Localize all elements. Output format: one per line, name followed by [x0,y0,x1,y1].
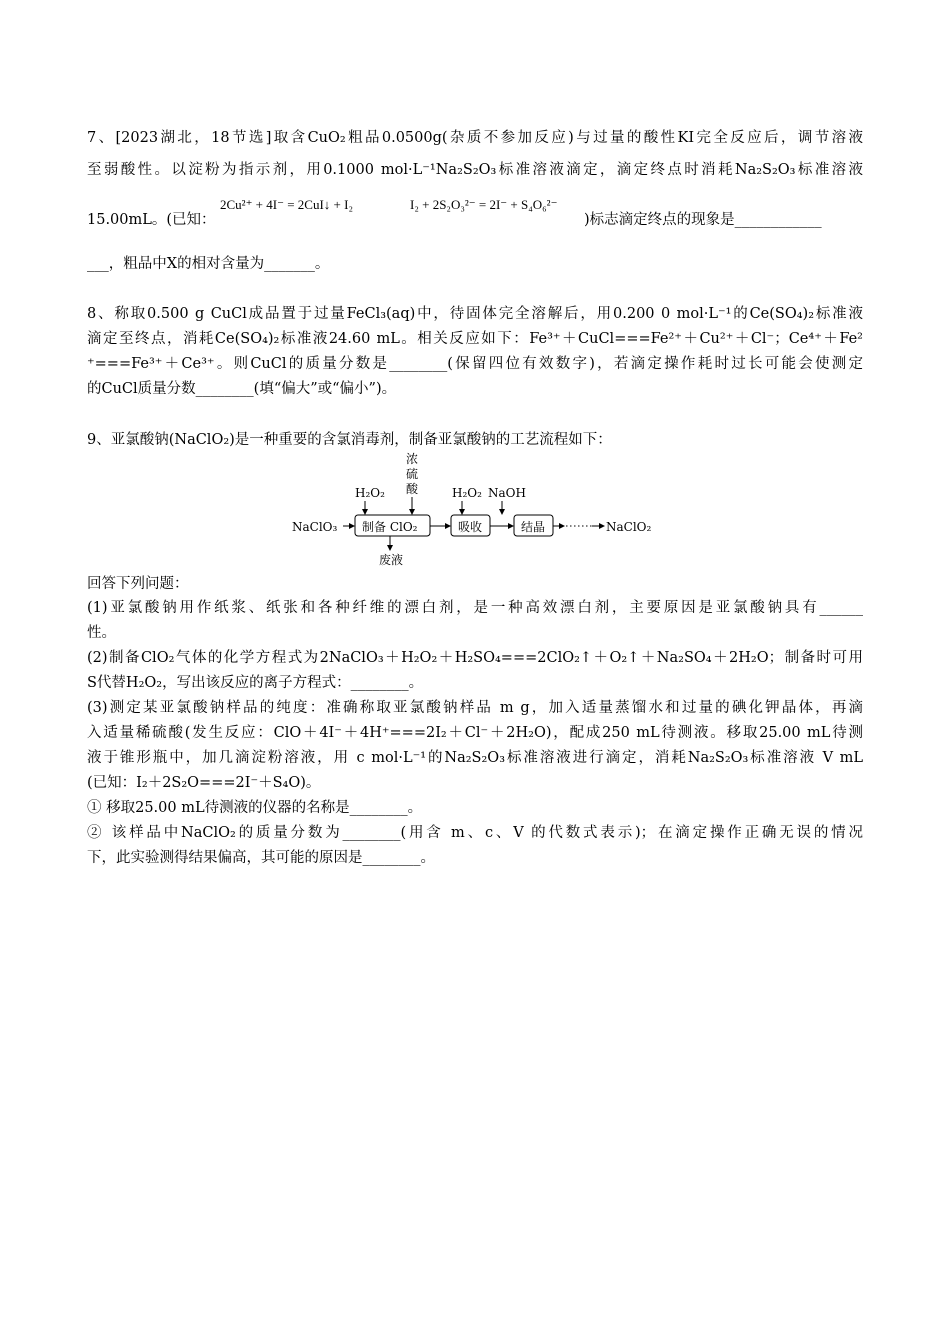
q8-line-2: 滴定至终点，消耗Ce(SO₄)₂标准液24.60 mL。相关反应如下：Fe³⁺＋CuCl===Fe²⁺＋Cu²⁺＋Cl⁻；Ce⁴⁺＋Fe² [87,331,863,347]
flow-output-waste: 废液 [379,553,404,567]
q9-part3-line-1: (3)测定某亚氯酸钠样品的纯度：准确称取亚氯酸钠样品 m g，加入适量蒸馏水和过量的碘化钾晶体，再滴 [87,700,863,716]
q9-sub2-line-2: 下，此实验测得结果偏高，其可能的原因是________。 [87,850,435,866]
q9-part3-line-3: 液于锥形瓶中，加几滴淀粉溶液，用 c mol·L⁻¹的Na₂S₂O₃标准溶液进行滴定，消耗Na₂S₂O₃标准溶液 V mL [87,750,863,766]
q7-line-3-start: 15.00mL。(已知： [87,212,216,228]
q9-part1-line-2: 性。 [87,625,116,641]
q9-line-2: 回答下列问题： [87,576,189,592]
flow-input-h2o2-1: H₂O₂ [355,486,385,500]
q9-sub2-line-1: ② 该样品中NaClO₂的质量分数为________(用含 m、c、V 的代数式表示)；在滴定操作正确无误的情况 [87,825,863,841]
flow-box-absorb-label: 吸收 [458,520,483,534]
q7-line-3-end: )标志滴定终点的现象是____________ [584,212,822,228]
q7-line-1: 7、[2023湖北，18节选]取含CuO₂粗品0.0500g(杂质不参加反应)与过量的酸性KI完全反应后，调节溶液 [87,130,863,146]
flow-input-acid-char-3: 酸 [406,482,419,496]
q7-equation-2: I₂ + 2S₂O₃²⁻ = 2I⁻ + S₄O₆²⁻ [410,197,558,212]
q9-part2-line-2: S代替H₂O₂，写出该反应的离子方程式：________。 [87,675,424,691]
q9-sub1: ① 移取25.00 mL待测液的仪器的名称是________。 [87,800,423,816]
q9-part3-line-2: 入适量稀硫酸(发生反应：ClO＋4I⁻＋4H⁺===2I₂＋Cl⁻＋2H₂O)，配成250 mL待测液。移取25.00 mL待测 [87,725,863,741]
q9-line-1: 9、亚氯酸钠(NaClO₂)是一种重要的含氯消毒剂，制备亚氯酸钠的工艺流程如下： [87,432,612,448]
flow-input-acid-char-1: 浓 [406,452,419,466]
q9-part2-line-1: (2)制备ClO₂气体的化学方程式为2NaClO₃＋H₂O₂＋H₂SO₄===2ClO₂↑＋O₂↑＋Na₂SO₄＋2H₂O；制备时可用 [87,650,863,666]
q8-line-3: ⁺===Fe³⁺＋Ce³⁺。则CuCl的质量分数是________(保留四位有效数字)，若滴定操作耗时过长可能会使测定 [87,356,863,372]
flow-input-naoh: NaOH [488,486,526,500]
flow-start-naclo3: NaClO₃ [292,520,338,534]
q7-line-4: ___，粗品中X的相对含量为_______。 [87,256,330,272]
flow-box-prepare-label: 制备 ClO₂ [362,520,418,534]
q8-line-4: 的CuCl质量分数________(填“偏大”或“偏小”)。 [87,381,397,397]
flow-box-crystallize-label: 结晶 [521,520,546,534]
q9-part1-line-1: (1)亚氯酸钠用作纸浆、纸张和各种纤维的漂白剂，是一种高效漂白剂，主要原因是亚氯酸钠具有______ [87,600,863,616]
q8-line-1: 8、称取0.500 g CuCl成品置于过量FeCl₃(aq)中，待固体完全溶解后，用0.200 0 mol·L⁻¹的Ce(SO₄)₂标准液 [87,306,863,322]
q9-part3-line-4: (已知：I₂＋2S₂O===2I⁻＋S₄O)。 [87,775,321,791]
flow-end-naclo2: NaClO₂ [606,520,652,534]
flow-input-h2o2-2: H₂O₂ [452,486,482,500]
q7-line-2: 至弱酸性。以淀粉为指示剂，用0.1000 mol·L⁻¹Na₂S₂O₃标准溶液滴定，滴定终点时消耗Na₂S₂O₃标准溶液 [87,162,863,178]
flow-input-acid-char-2: 硫 [406,467,419,481]
q7-equation-1: 2Cu²⁺ + 4I⁻ = 2CuI↓ + I₂ [220,197,353,212]
process-flow-diagram [292,452,672,570]
